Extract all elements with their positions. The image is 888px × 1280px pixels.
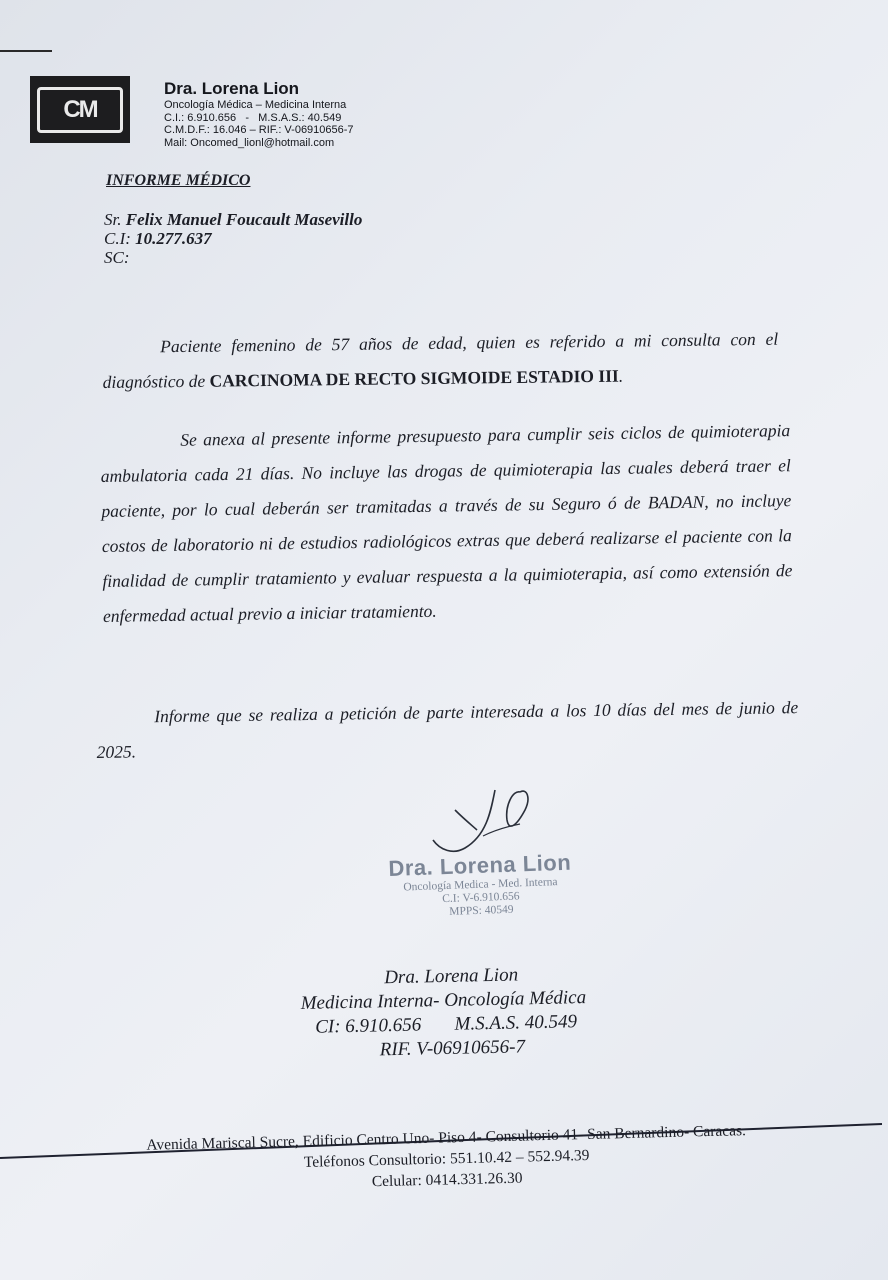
logo-mark: CM	[37, 87, 123, 133]
recipient-prefix: Sr.	[104, 210, 126, 229]
sig-specialty: Medicina Interna- Oncología Médica	[300, 987, 587, 1014]
sig-rif: RIF. V-06910656-7	[379, 1036, 526, 1061]
p2-text: Se anexa al presente informe presupuesto para cumplir seis ciclos de quimioterapia ambulatoria cada 21 días. No incluye las drogas de quimioterapia las cuales deberá traer el paciente, por lo cual deberán ser tramitadas a través de su Seguro ó de BADAN, no incluye costos de laboratorio ni de estudios radiológicos extras que deberá realizarse el paciente con la finalidad de cumplir tratamiento y evaluar respuesta a la quimioterapia, así como extensión de enfermedad actual previo a iniciar tratamiento.	[100, 420, 793, 626]
p1-end: .	[618, 365, 624, 386]
stamp-ci: C.I: V-6.910.656	[442, 890, 520, 906]
stamp-mpps: MPPS: 40549	[449, 903, 514, 918]
sc-label: SC:	[104, 248, 130, 267]
ci-label: C.I:	[104, 229, 136, 248]
doctor-stamp	[388, 850, 573, 921]
doctor-mail: Mail: Oncomed_lionl@hotmail.com	[164, 136, 335, 149]
stamp-specialty: Oncología Medica - Med. Interna	[403, 876, 558, 894]
ci-value: 10.277.637	[135, 229, 212, 248]
ci-line	[104, 229, 362, 248]
recipient-line	[104, 210, 362, 229]
diagnosis: CARCINOMA DE RECTO SIGMOIDE ESTADIO III	[209, 365, 619, 391]
clinic-logo	[30, 76, 130, 143]
footer-cell: Celular: 0414.331.26.30	[371, 1169, 523, 1191]
paragraph-request	[96, 690, 799, 770]
document-title: INFORME MÉDICO	[106, 172, 251, 189]
doctor-ids-1: C.I.: 6.910.656 - M.S.A.S.: 40.549	[164, 111, 342, 124]
signature-block	[300, 962, 587, 1064]
sig-ids: CI: 6.910.656 M.S.A.S. 40.549	[315, 1011, 578, 1038]
top-rule	[0, 50, 52, 52]
letterhead	[164, 79, 354, 149]
paragraph-budget	[100, 413, 793, 634]
doctor-name: Dra. Lorena Lion	[164, 79, 300, 98]
recipient-name: Felix Manuel Foucault Masevillo	[125, 210, 363, 229]
recipient-block	[104, 210, 362, 267]
footer-address: Avenida Mariscal Sucre, Edificio Centro Uno- Piso 4- Consultorio 41- San Bernardino- Caracas.	[146, 1122, 747, 1154]
p1-text: Paciente femenino de 57 años de edad, quien es referido a mi consulta con el diagnóstico de	[102, 328, 779, 392]
footer-phones: Teléfonos Consultorio: 551.10.42 – 552.94.39	[303, 1146, 590, 1171]
sig-name: Dra. Lorena Lion	[384, 964, 519, 989]
p3-text: Informe que se realiza a petición de parte interesada a los 10 días del mes de junio de 2025.	[96, 697, 799, 762]
stamp-name: Dra. Lorena Lion	[388, 849, 572, 881]
doctor-ids-2: C.M.D.F.: 16.046 – RIF.: V-06910656-7	[164, 124, 354, 136]
doctor-specialty: Oncología Médica – Medicina Interna	[164, 99, 347, 111]
paragraph-diagnosis	[102, 322, 779, 400]
